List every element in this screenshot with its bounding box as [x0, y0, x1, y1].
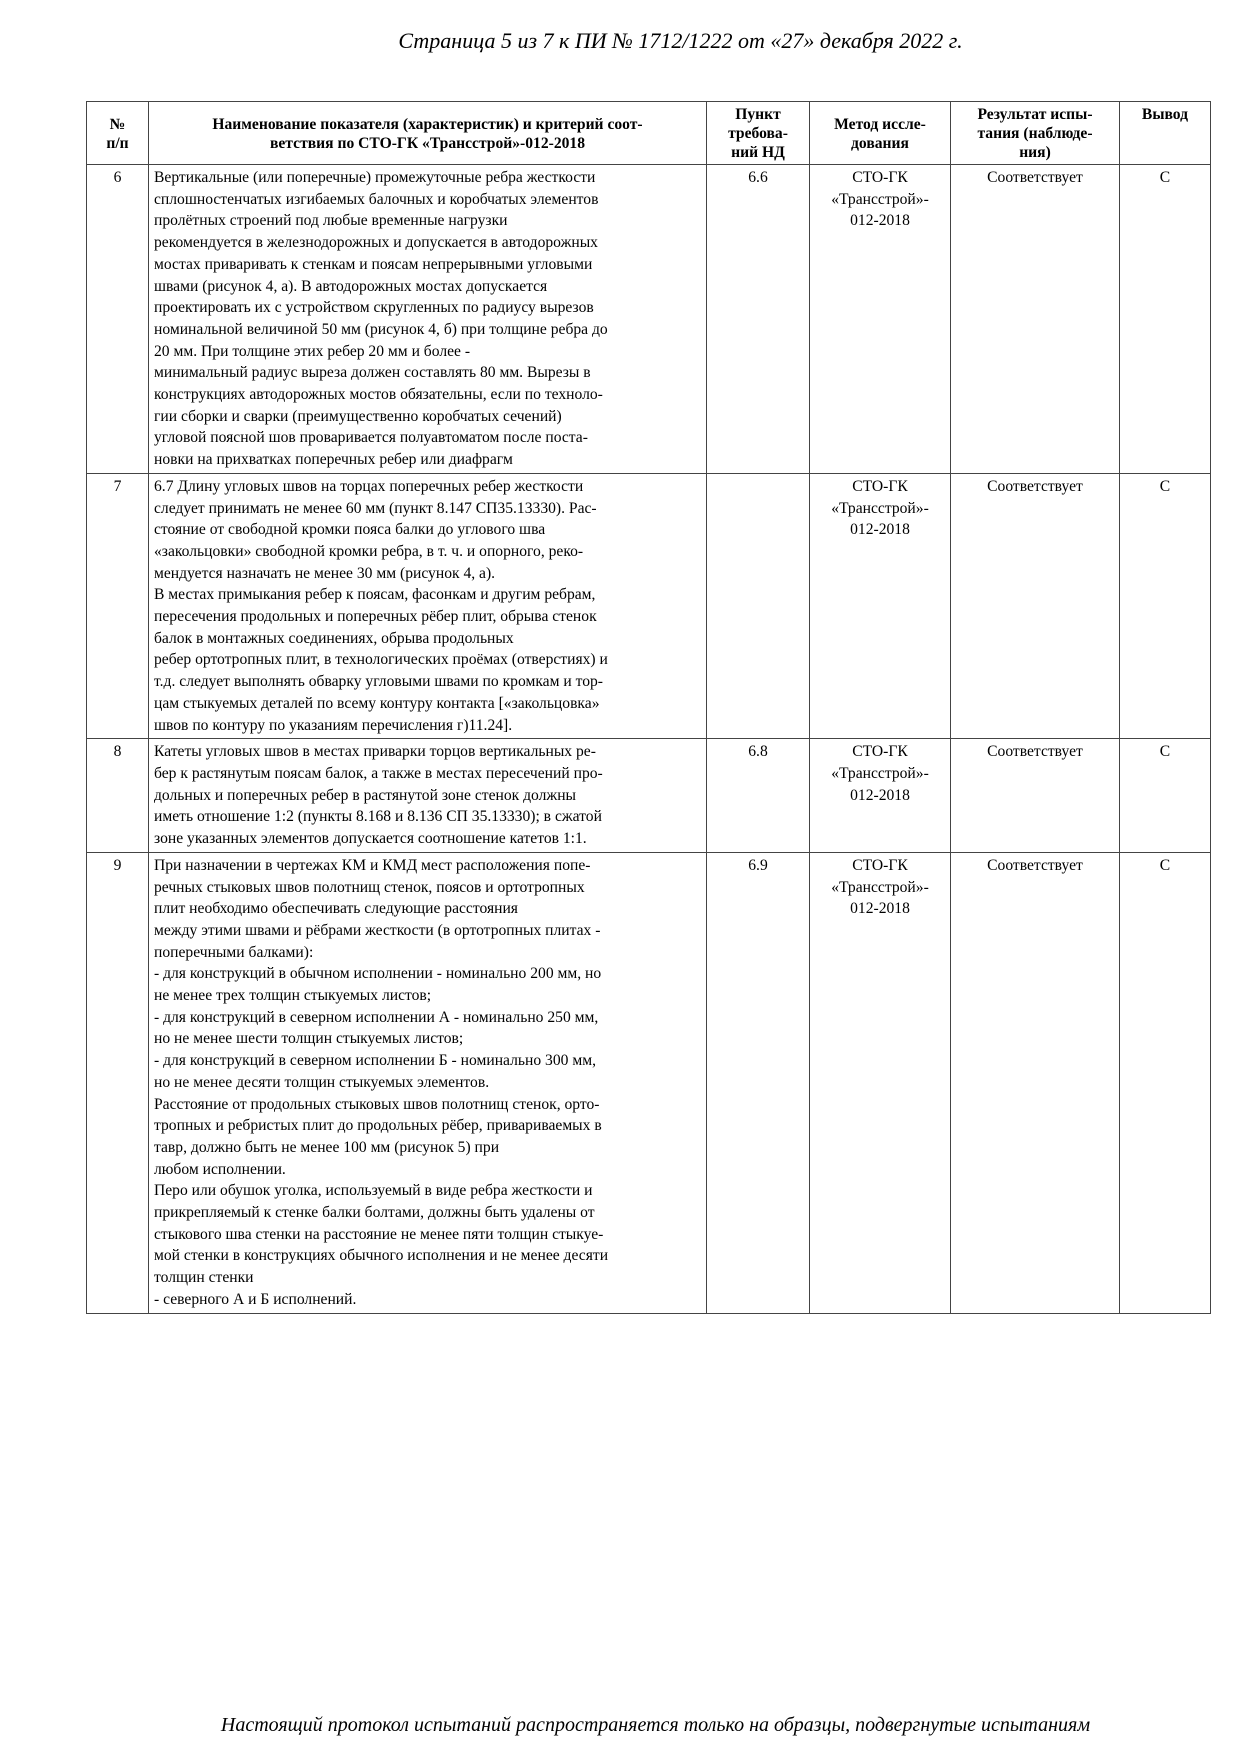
indicator-line: При назначении в чертежах КМ и КМД мест расположения попе-: [154, 856, 591, 874]
indicator-line: плит необходимо обеспечивать следующие расстояния: [154, 900, 518, 918]
method-line: 012-2018: [850, 521, 910, 539]
col-header-number: № п/п: [87, 102, 149, 165]
method-line: СТО-ГК: [852, 477, 908, 495]
row-method: [810, 473, 951, 738]
row-number: 7: [87, 473, 149, 738]
table-header-row: [87, 102, 1211, 165]
row-indicator-text: [149, 473, 707, 738]
row-clause: [707, 473, 810, 738]
row-indicator-text: [149, 852, 707, 1313]
row-result: Соответствует: [951, 165, 1120, 474]
indicator-line: стояние от свободной кромки пояса балки до углового шва: [154, 521, 546, 539]
indicator-line: 20 мм. При толщине этих ребер 20 мм и более -: [154, 342, 471, 360]
method-line: «Трансстрой»-: [831, 190, 929, 208]
row-result: Соответствует: [951, 473, 1120, 738]
indicator-line: толщин стенки: [154, 1269, 254, 1287]
indicator-line: - для конструкций в северном исполнении А - номинально 250 мм,: [154, 1008, 599, 1026]
indicator-line: мой стенки в конструкциях обычного исполнения и не менее десяти: [154, 1247, 609, 1265]
col-header-method: Метод иссле- дования: [810, 102, 951, 165]
row-number: 8: [87, 739, 149, 853]
indicator-line: прикрепляемый к стенке балки болтами, должны быть удалены от: [154, 1204, 595, 1222]
page-footer-text: Настоящий протокол испытаний распространяется только на образцы, подвергнутые испытаниям: [220, 1714, 1091, 1736]
method-line: «Трансстрой»-: [831, 499, 929, 517]
indicator-line: - северного А и Б исполнений.: [154, 1290, 357, 1308]
table-row: [87, 473, 1211, 738]
col-header-clause: Пункт требова- ний НД: [707, 102, 810, 165]
method-line: СТО-ГК: [852, 856, 908, 874]
indicator-line: Перо или обушок уголка, используемый в виде ребра жесткости и: [154, 1182, 593, 1200]
indicator-line: гии сборки и сварки (преимущественно коробчатых сечений): [154, 407, 562, 425]
indicator-line: пересечения продольных и поперечных рёбер плит, обрыва стенок: [154, 608, 597, 626]
specification-table: [86, 101, 1211, 1314]
indicator-line: тавр, должно быть не менее 100 мм (рисунок 5) при: [154, 1138, 500, 1156]
indicator-line: конструкциях автодорожных мостов обязательны, если по техноло-: [154, 386, 603, 404]
indicator-line: иметь отношение 1:2 (пункты 8.168 и 8.136 СП 35.13330); в сжатой: [154, 808, 602, 826]
indicator-line: между этими швами и рёбрами жесткости (в ортотропных плитах -: [154, 921, 601, 939]
indicator-line: новки на прихватках поперечных ребер или диафрагм: [154, 451, 513, 469]
indicator-line: т.д. следует выполнять обварку угловыми швами по кромкам и тор-: [154, 673, 603, 691]
indicator-line: рекомендуется в железнодорожных и допускается в автодорожных: [154, 234, 598, 252]
row-conclusion: С: [1120, 473, 1211, 738]
page-footer: [0, 1714, 1241, 1737]
indicator-line: поперечными балками):: [154, 943, 314, 961]
indicator-line: стыкового шва стенки на расстояние не менее пяти толщин стыкуе-: [154, 1225, 604, 1243]
indicator-line: швов по контуру по указаниям перечисления г)11.24].: [154, 716, 513, 734]
indicator-line: - для конструкций в обычном исполнении - номинально 200 мм, но: [154, 965, 602, 983]
indicator-line: ребер ортотропных плит, в технологических проёмах (отверстиях) и: [154, 651, 608, 669]
indicator-line: В местах примыкания ребер к поясам, фасонкам и другим ребрам,: [154, 586, 596, 604]
indicator-line: Вертикальные (или поперечные) промежуточные ребра жесткости: [154, 169, 596, 186]
indicator-line: следует принимать не менее 60 мм (пункт 8.147 СП35.13330). Рас-: [154, 499, 597, 517]
indicator-line: мендуется назначать не менее 30 мм (рисунок 4, а).: [154, 564, 496, 582]
row-clause: 6.6: [707, 165, 810, 474]
indicator-line: Катеты угловых швов в местах приварки торцов вертикальных ре-: [154, 743, 596, 761]
col-header-conclusion: Вывод: [1120, 102, 1211, 165]
row-method: [810, 739, 951, 853]
method-line: СТО-ГК: [852, 743, 908, 761]
row-result: Соответствует: [951, 852, 1120, 1313]
method-line: «Трансстрой»-: [831, 878, 929, 896]
row-indicator-text: [149, 165, 707, 474]
indicator-line: швами (рисунок 4, а). В автодорожных мостах допускается: [154, 277, 548, 295]
indicator-line: номинальной величиной 50 мм (рисунок 4, б) при толщине ребра до: [154, 320, 608, 338]
indicator-line: Расстояние от продольных стыковых швов полотнищ стенок, орто-: [154, 1095, 600, 1113]
indicator-line: цам стыкуемых деталей по всему контуру контакта [«закольцовка»: [154, 694, 600, 712]
indicator-line: тропных и ребристых плит до продольных рёбер, привариваемых в: [154, 1117, 602, 1135]
indicator-line: «закольцовки» свободной кромки ребра, в т. ч. и опорного, реко-: [154, 542, 584, 560]
row-number: 9: [87, 852, 149, 1313]
indicator-line: балок в монтажных соединениях, обрыва продольных: [154, 629, 514, 647]
indicator-line: - для конструкций в северном исполнении Б - номинально 300 мм,: [154, 1052, 596, 1070]
row-clause: 6.9: [707, 852, 810, 1313]
page-header: [0, 28, 1241, 54]
indicator-line: проектировать их с устройством скругленных по радиусу вырезов: [154, 299, 594, 317]
method-line: 012-2018: [850, 900, 910, 918]
row-conclusion: С: [1120, 852, 1211, 1313]
indicator-line: минимальный радиус выреза должен составлять 80 мм. Вырезы в: [154, 364, 591, 382]
row-indicator-text: [149, 739, 707, 853]
table-row: [87, 165, 1211, 474]
row-method: [810, 852, 951, 1313]
row-result: Соответствует: [951, 739, 1120, 853]
indicator-line: бер к растянутым поясам балок, а также в местах пересечений про-: [154, 764, 603, 782]
method-line: «Трансстрой»-: [831, 764, 929, 782]
row-conclusion: С: [1120, 165, 1211, 474]
indicator-line: речных стыковых швов полотнищ стенок, поясов и ортотропных: [154, 878, 585, 896]
col-header-indicator: Наименование показателя (характеристик) и критерий соот- ветствия по СТО-ГК «Трансстрой»-012-2018: [149, 102, 707, 165]
method-line: СТО-ГК: [852, 169, 908, 186]
indicator-line: дольных и поперечных ребер в растянутой зоне стенок должны: [154, 786, 577, 804]
col-header-result: Результат испы- тания (наблюде- ния): [951, 102, 1120, 165]
indicator-line: но не менее шести толщин стыкуемых листов;: [154, 1030, 464, 1048]
table-row: [87, 739, 1211, 853]
method-line: 012-2018: [850, 212, 910, 230]
row-conclusion: С: [1120, 739, 1211, 853]
indicator-line: угловой поясной шов проваривается полуавтоматом после поста-: [154, 429, 588, 447]
page-header-text: Страница 5 из 7 к ПИ № 1712/1222 от «27» декабря 2022 г.: [398, 28, 963, 53]
indicator-line: 6.7 Длину угловых швов на торцах поперечных ребер жесткости: [154, 477, 584, 495]
indicator-line: пролётных строений под любые временные нагрузки: [154, 212, 508, 230]
row-clause: 6.8: [707, 739, 810, 853]
indicator-line: сплошностенчатых изгибаемых балочных и коробчатых элементов: [154, 190, 599, 208]
indicator-line: мостах приваривать к стенкам и поясам непрерывными угловыми: [154, 255, 593, 273]
indicator-line: любом исполнении.: [154, 1160, 286, 1178]
method-line: 012-2018: [850, 786, 910, 804]
row-method: [810, 165, 951, 474]
row-number: 6: [87, 165, 149, 474]
indicator-line: но не менее десяти толщин стыкуемых элементов.: [154, 1073, 490, 1091]
table-row: [87, 852, 1211, 1313]
indicator-line: не менее трех толщин стыкуемых листов;: [154, 987, 432, 1005]
indicator-line: зоне указанных элементов допускается соотношение катетов 1:1.: [154, 830, 587, 848]
